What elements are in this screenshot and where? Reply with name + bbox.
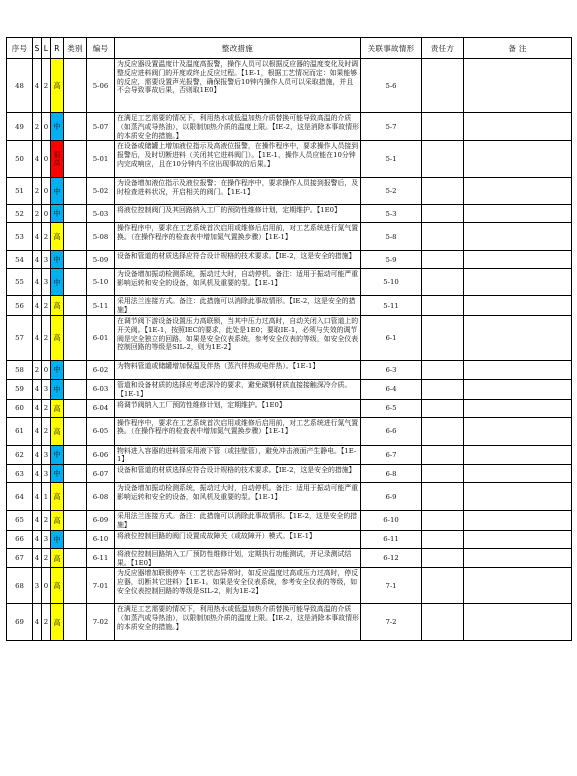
row-remarks-cell xyxy=(464,178,572,205)
row-l-cell: 3 xyxy=(42,445,51,465)
row-code-cell: 6-07 xyxy=(87,465,115,483)
row-remarks-cell xyxy=(464,59,572,113)
row-l-cell: 2 xyxy=(42,59,51,113)
row-remarks-cell xyxy=(464,399,572,417)
row-responsible-cell xyxy=(422,251,464,269)
row-related-case-cell: 5-9 xyxy=(361,251,422,269)
table-row xyxy=(7,141,572,178)
row-seq-cell: 51 xyxy=(7,178,33,205)
row-code-cell: 6-08 xyxy=(87,483,115,511)
row-measure-cell: 为设备增加液位指示及液位报警；在操作程序中，要求操作人员接到报警后，及时检查进料状况，开启相关的阀门。【1E-1】 xyxy=(115,178,361,205)
row-measure-cell: 管道和设备材质的选择应考虑深冷的要求，避免碳钢材质直接接触深冷介质。【1E-1】 xyxy=(115,379,361,399)
row-measure-cell: 在调节阀下游设备设置压力高联锁，当其中压力过高时，自动关闭入口管道上的开关阀。【1E-1，按照IEC的要求，此处是1E0；要取IE-1，必须与失效的调节阀是完全独立的回路。如果是安全仪表系统，参考安全仪表的等级，如安全仪表控制回路的等级是SIL-2，则为1E-2】 xyxy=(115,315,361,360)
row-risk-level-cell: 中 xyxy=(51,360,64,379)
row-remarks-cell xyxy=(464,548,572,568)
row-s-cell: 4 xyxy=(33,59,42,113)
row-l-cell: 2 xyxy=(42,296,51,316)
table-row xyxy=(7,445,572,465)
row-s-cell: 4 xyxy=(33,417,42,445)
row-responsible-cell xyxy=(422,59,464,113)
row-related-case-cell: 5-7 xyxy=(361,113,422,141)
row-seq-cell: 64 xyxy=(7,483,33,511)
row-related-case-cell: 5-8 xyxy=(361,223,422,251)
row-risk-level-cell: 高 xyxy=(51,296,64,316)
table-body xyxy=(7,59,572,641)
row-category-cell xyxy=(64,483,87,511)
table-row xyxy=(7,511,572,531)
row-related-case-cell: 6-8 xyxy=(361,465,422,483)
row-code-cell: 5-09 xyxy=(87,251,115,269)
row-seq-cell: 61 xyxy=(7,417,33,445)
row-remarks-cell xyxy=(464,141,572,178)
row-s-cell: 2 xyxy=(33,205,42,223)
row-seq-cell: 54 xyxy=(7,251,33,269)
row-l-cell: 2 xyxy=(42,399,51,417)
row-remarks-cell xyxy=(464,315,572,360)
header-code: 编号 xyxy=(87,38,115,59)
table-row xyxy=(7,548,572,568)
row-remarks-cell xyxy=(464,223,572,251)
row-code-cell: 5-03 xyxy=(87,205,115,223)
row-risk-level-cell: 中 xyxy=(51,465,64,483)
row-remarks-cell xyxy=(464,417,572,445)
table-row xyxy=(7,178,572,205)
row-measure-cell: 操作程序中，要求在工艺系统首次启用或维修后启用前，对工艺系统进行氮气置换。（在操作程序的检查表中增加氮气置换步骤）【1E-1】 xyxy=(115,223,361,251)
row-seq-cell: 56 xyxy=(7,296,33,316)
row-responsible-cell xyxy=(422,399,464,417)
row-responsible-cell xyxy=(422,360,464,379)
header-row xyxy=(7,38,572,59)
row-risk-level-cell: 中 xyxy=(51,251,64,269)
row-related-case-cell: 6-3 xyxy=(361,360,422,379)
row-l-cell: 2 xyxy=(42,604,51,641)
row-l-cell: 0 xyxy=(42,360,51,379)
table-row xyxy=(7,379,572,399)
row-code-cell: 5-10 xyxy=(87,269,115,296)
row-code-cell: 6-02 xyxy=(87,360,115,379)
row-code-cell: 6-09 xyxy=(87,511,115,531)
row-seq-cell: 69 xyxy=(7,604,33,641)
row-responsible-cell xyxy=(422,296,464,316)
row-related-case-cell: 6-1 xyxy=(361,315,422,360)
row-s-cell: 4 xyxy=(33,223,42,251)
row-measure-cell: 将液位控制回路的阀门设置成故障关（或故障开）模式。【1E-1】 xyxy=(115,530,361,548)
header-responsible: 责任方 xyxy=(422,38,464,59)
row-related-case-cell: 6-7 xyxy=(361,445,422,465)
row-category-cell xyxy=(64,296,87,316)
row-remarks-cell xyxy=(464,379,572,399)
row-category-cell xyxy=(64,445,87,465)
row-category-cell xyxy=(64,399,87,417)
row-l-cell: 3 xyxy=(42,530,51,548)
row-related-case-cell: 5-2 xyxy=(361,178,422,205)
row-code-cell: 5-08 xyxy=(87,223,115,251)
row-responsible-cell xyxy=(422,205,464,223)
row-category-cell xyxy=(64,315,87,360)
row-measure-cell: 采用法兰连接方式。备注：此措施可以消除此事故情形。【1E-2，这是安全的措施】 xyxy=(115,511,361,531)
row-s-cell: 4 xyxy=(33,315,42,360)
row-seq-cell: 52 xyxy=(7,205,33,223)
row-s-cell: 4 xyxy=(33,530,42,548)
row-responsible-cell xyxy=(422,548,464,568)
row-seq-cell: 55 xyxy=(7,269,33,296)
row-category-cell xyxy=(64,511,87,531)
row-responsible-cell xyxy=(422,223,464,251)
row-responsible-cell xyxy=(422,178,464,205)
row-seq-cell: 53 xyxy=(7,223,33,251)
row-code-cell: 5-02 xyxy=(87,178,115,205)
row-risk-level-cell: 高 xyxy=(51,483,64,511)
table-row xyxy=(7,205,572,223)
header-r: R xyxy=(51,38,64,59)
row-l-cell: 3 xyxy=(42,269,51,296)
row-code-cell: 5-01 xyxy=(87,141,115,178)
row-responsible-cell xyxy=(422,379,464,399)
row-measure-cell: 设备和管道的材质选择应符合设计规格的技术要求。【IE-2，这是安全的措施】 xyxy=(115,465,361,483)
row-seq-cell: 66 xyxy=(7,530,33,548)
row-related-case-cell: 6-9 xyxy=(361,483,422,511)
row-remarks-cell xyxy=(464,205,572,223)
row-remarks-cell xyxy=(464,465,572,483)
row-l-cell: 1 xyxy=(42,483,51,511)
row-related-case-cell: 6-6 xyxy=(361,417,422,445)
row-seq-cell: 62 xyxy=(7,445,33,465)
row-measure-cell: 为物料管道或储罐增加保温及伴热（蒸汽伴热或电伴热）。【1E-1】 xyxy=(115,360,361,379)
row-risk-level-cell: 中 xyxy=(51,113,64,141)
row-related-case-cell: 6-11 xyxy=(361,530,422,548)
row-category-cell xyxy=(64,205,87,223)
row-s-cell: 4 xyxy=(33,379,42,399)
row-responsible-cell xyxy=(422,604,464,641)
row-remarks-cell xyxy=(464,251,572,269)
row-code-cell: 6-03 xyxy=(87,379,115,399)
row-risk-level-cell: 高 xyxy=(51,315,64,360)
row-s-cell: 4 xyxy=(33,483,42,511)
row-risk-level-cell: 高 xyxy=(51,223,64,251)
row-related-case-cell: 5-1 xyxy=(361,141,422,178)
row-measure-cell: 采用法兰连接方式。备注：此措施可以消除此事故情形。【IE-2，这是安全的措施】 xyxy=(115,296,361,316)
row-code-cell: 6-01 xyxy=(87,315,115,360)
row-code-cell: 5-11 xyxy=(87,296,115,316)
row-related-case-cell: 5-11 xyxy=(361,296,422,316)
row-category-cell xyxy=(64,548,87,568)
row-category-cell xyxy=(64,223,87,251)
row-measure-cell: 操作程序中，要求在工艺系统首次启用或维修后启用前，对工艺系统进行氮气置换。（在操作程序的检查表中增加氮气置换步骤）【1E-1】 xyxy=(115,417,361,445)
row-s-cell: 4 xyxy=(33,511,42,531)
row-code-cell: 6-05 xyxy=(87,417,115,445)
row-s-cell: 4 xyxy=(33,604,42,641)
row-measure-cell: 在设备或储罐上增加液位指示及高液位报警，在操作程序中，要求操作人员接到报警后，及时切断进料（关闭其它进料阀门）。【1E-1，操作人员应能在10分钟内完成响应，且在10分钟内不应出现事故的后果。】 xyxy=(115,141,361,178)
row-s-cell: 2 xyxy=(33,360,42,379)
row-measure-cell: 为设备增加振动检测系统，振动过大时，自动停机。备注：适用于振动可能严重影响运转和安全的设备，如风机及重要的泵。【1E-1】 xyxy=(115,483,361,511)
row-s-cell: 2 xyxy=(33,113,42,141)
row-risk-level-cell: 高 xyxy=(51,548,64,568)
table-row xyxy=(7,530,572,548)
row-category-cell xyxy=(64,379,87,399)
row-risk-level-cell: 高 xyxy=(51,59,64,113)
row-l-cell: 0 xyxy=(42,205,51,223)
header-category: 类别 xyxy=(64,38,87,59)
row-l-cell: 0 xyxy=(42,178,51,205)
row-l-cell: 0 xyxy=(42,113,51,141)
row-related-case-cell: 5-3 xyxy=(361,205,422,223)
table-row xyxy=(7,568,572,604)
row-l-cell: 3 xyxy=(42,465,51,483)
row-s-cell: 4 xyxy=(33,465,42,483)
row-category-cell xyxy=(64,141,87,178)
row-seq-cell: 60 xyxy=(7,399,33,417)
table-row xyxy=(7,59,572,113)
table-row xyxy=(7,315,572,360)
row-responsible-cell xyxy=(422,141,464,178)
row-risk-level-cell: 中 xyxy=(51,379,64,399)
row-measure-cell: 将液位控制阀门及其回路纳入工厂的预防性维修计划，定期维护。【1E0】 xyxy=(115,205,361,223)
row-related-case-cell: 7-2 xyxy=(361,604,422,641)
row-related-case-cell: 6-12 xyxy=(361,548,422,568)
row-risk-level-cell: 高 xyxy=(51,399,64,417)
row-category-cell xyxy=(64,465,87,483)
row-category-cell xyxy=(64,113,87,141)
row-s-cell: 4 xyxy=(33,141,42,178)
row-s-cell: 4 xyxy=(33,251,42,269)
risk-measures-sheet xyxy=(6,37,572,641)
row-risk-level-cell: 中 xyxy=(51,178,64,205)
row-responsible-cell xyxy=(422,465,464,483)
row-l-cell: 2 xyxy=(42,511,51,531)
row-related-case-cell: 6-10 xyxy=(361,511,422,531)
row-measure-cell: 为反应器设置温度计及温度高报警，操作人员可以根据反应器的温度变化及时调整反应进料阀门的开度或终止反应过程。【1E-1，根据工艺情况而定：如果能够的反应，需要设置声光报警，确保报警后10钟内操作人员可以采取措施，并且不会导致事故后果，否则取1E0】 xyxy=(115,59,361,113)
row-remarks-cell xyxy=(464,445,572,465)
row-s-cell: 2 xyxy=(33,178,42,205)
table-row xyxy=(7,465,572,483)
row-measure-cell: 将液位控制回路纳入工厂预防性维修计划，定期执行功能测试，并记录测试结果。【1E0】 xyxy=(115,548,361,568)
table-row xyxy=(7,223,572,251)
row-category-cell xyxy=(64,59,87,113)
row-measure-cell: 在满足工艺需要的情况下，利用热水或低温加热介质替换可能导致高温的介质（如蒸汽或导热油），以限制加热介质的温度上限。【IE-2，这是消除本事故情形的本质安全的措施。】 xyxy=(115,604,361,641)
row-code-cell: 5-06 xyxy=(87,59,115,113)
table-row xyxy=(7,113,572,141)
row-l-cell: 0 xyxy=(42,568,51,604)
row-related-case-cell: 7-1 xyxy=(361,568,422,604)
row-code-cell: 6-06 xyxy=(87,445,115,465)
row-related-case-cell: 5-6 xyxy=(361,59,422,113)
row-measure-cell: 设备和管道的材质选择应符合设计规格的技术要求。【IE-2，这是安全的措施】 xyxy=(115,251,361,269)
row-seq-cell: 48 xyxy=(7,59,33,113)
table-row xyxy=(7,360,572,379)
row-l-cell: 0 xyxy=(42,141,51,178)
row-l-cell: 2 xyxy=(42,223,51,251)
row-seq-cell: 58 xyxy=(7,360,33,379)
table-row xyxy=(7,399,572,417)
row-seq-cell: 65 xyxy=(7,511,33,531)
row-measure-cell: 为反应器增加联锁停车（工艺状态异常时，如反应温度过高或压力过高时，停反应器，切断其它进料）【1E-1。如果是安全仪表系统，参考安全仪表的等级，如安全仪表控制回路的等级是SIL-2，则为1E-2】 xyxy=(115,568,361,604)
row-code-cell: 7-02 xyxy=(87,604,115,641)
row-code-cell: 6-04 xyxy=(87,399,115,417)
row-responsible-cell xyxy=(422,417,464,445)
row-l-cell: 2 xyxy=(42,417,51,445)
row-s-cell: 4 xyxy=(33,296,42,316)
row-responsible-cell xyxy=(422,483,464,511)
row-l-cell: 3 xyxy=(42,251,51,269)
row-code-cell: 6-10 xyxy=(87,530,115,548)
row-code-cell: 5-07 xyxy=(87,113,115,141)
row-responsible-cell xyxy=(422,511,464,531)
row-risk-level-cell: 高 xyxy=(51,511,64,531)
row-responsible-cell xyxy=(422,269,464,296)
row-risk-level-cell: 高 xyxy=(51,604,64,641)
row-category-cell xyxy=(64,417,87,445)
row-risk-level-cell: 中 xyxy=(51,445,64,465)
table-row xyxy=(7,483,572,511)
row-remarks-cell xyxy=(464,113,572,141)
header-s: S xyxy=(33,38,42,59)
row-seq-cell: 57 xyxy=(7,315,33,360)
row-l-cell: 3 xyxy=(42,379,51,399)
row-seq-cell: 50 xyxy=(7,141,33,178)
row-category-cell xyxy=(64,568,87,604)
row-risk-level-cell: 中 xyxy=(51,530,64,548)
row-category-cell xyxy=(64,178,87,205)
row-responsible-cell xyxy=(422,530,464,548)
table-row xyxy=(7,269,572,296)
row-risk-level-cell: 高 xyxy=(51,417,64,445)
row-responsible-cell xyxy=(422,568,464,604)
row-category-cell xyxy=(64,269,87,296)
row-category-cell xyxy=(64,360,87,379)
row-seq-cell: 59 xyxy=(7,379,33,399)
row-related-case-cell: 6-5 xyxy=(361,399,422,417)
row-remarks-cell xyxy=(464,511,572,531)
row-seq-cell: 63 xyxy=(7,465,33,483)
row-l-cell: 2 xyxy=(42,548,51,568)
row-remarks-cell xyxy=(464,296,572,316)
header-seq: 序号 xyxy=(7,38,33,59)
row-s-cell: 3 xyxy=(33,568,42,604)
measures-table xyxy=(6,37,572,641)
row-risk-level-cell: 高 xyxy=(51,568,64,604)
row-responsible-cell xyxy=(422,113,464,141)
row-responsible-cell xyxy=(422,315,464,360)
row-s-cell: 4 xyxy=(33,548,42,568)
table-row xyxy=(7,251,572,269)
header-l: L xyxy=(42,38,51,59)
row-related-case-cell: 6-4 xyxy=(361,379,422,399)
table-row xyxy=(7,417,572,445)
row-related-case-cell: 5-10 xyxy=(361,269,422,296)
row-risk-level-cell: 中 xyxy=(51,269,64,296)
row-responsible-cell xyxy=(422,445,464,465)
row-category-cell xyxy=(64,530,87,548)
row-code-cell: 7-01 xyxy=(87,568,115,604)
row-remarks-cell xyxy=(464,483,572,511)
row-s-cell: 4 xyxy=(33,399,42,417)
row-remarks-cell xyxy=(464,604,572,641)
table-row xyxy=(7,604,572,641)
row-seq-cell: 49 xyxy=(7,113,33,141)
row-s-cell: 4 xyxy=(33,269,42,296)
row-remarks-cell xyxy=(464,568,572,604)
header-remarks: 备 注 xyxy=(464,38,572,59)
row-category-cell xyxy=(64,251,87,269)
row-measure-cell: 为设备增加振动检测系统，振动过大时，自动停机。备注：适用于振动可能严重影响运转和安全的设备，如风机及重要的泵。【1E-1】 xyxy=(115,269,361,296)
row-category-cell xyxy=(64,604,87,641)
row-risk-level-cell: 很高 xyxy=(51,141,64,178)
row-seq-cell: 68 xyxy=(7,568,33,604)
header-related-case: 关联事故情形 xyxy=(361,38,422,59)
row-code-cell: 6-11 xyxy=(87,548,115,568)
row-measure-cell: 在满足工艺需要的情况下，利用热水或低温加热介质替换可能导致高温的介质（如蒸汽或导热油），以限制加热介质的温度上限。【IE-2，这是消除本事故情形的本质安全的措施。】 xyxy=(115,113,361,141)
table-row xyxy=(7,296,572,316)
row-l-cell: 2 xyxy=(42,315,51,360)
row-remarks-cell xyxy=(464,269,572,296)
row-s-cell: 4 xyxy=(33,445,42,465)
row-seq-cell: 67 xyxy=(7,548,33,568)
row-measure-cell: 物料进入容器的进料管采用液下管（或挂壁管），避免冲击液面产生静电。【1E-1】 xyxy=(115,445,361,465)
row-remarks-cell xyxy=(464,530,572,548)
row-measure-cell: 将调节阀纳入工厂预防性维修计划，定期维护。【1E0】 xyxy=(115,399,361,417)
row-remarks-cell xyxy=(464,360,572,379)
row-risk-level-cell: 中 xyxy=(51,205,64,223)
header-measure: 整改措施 xyxy=(115,38,361,59)
